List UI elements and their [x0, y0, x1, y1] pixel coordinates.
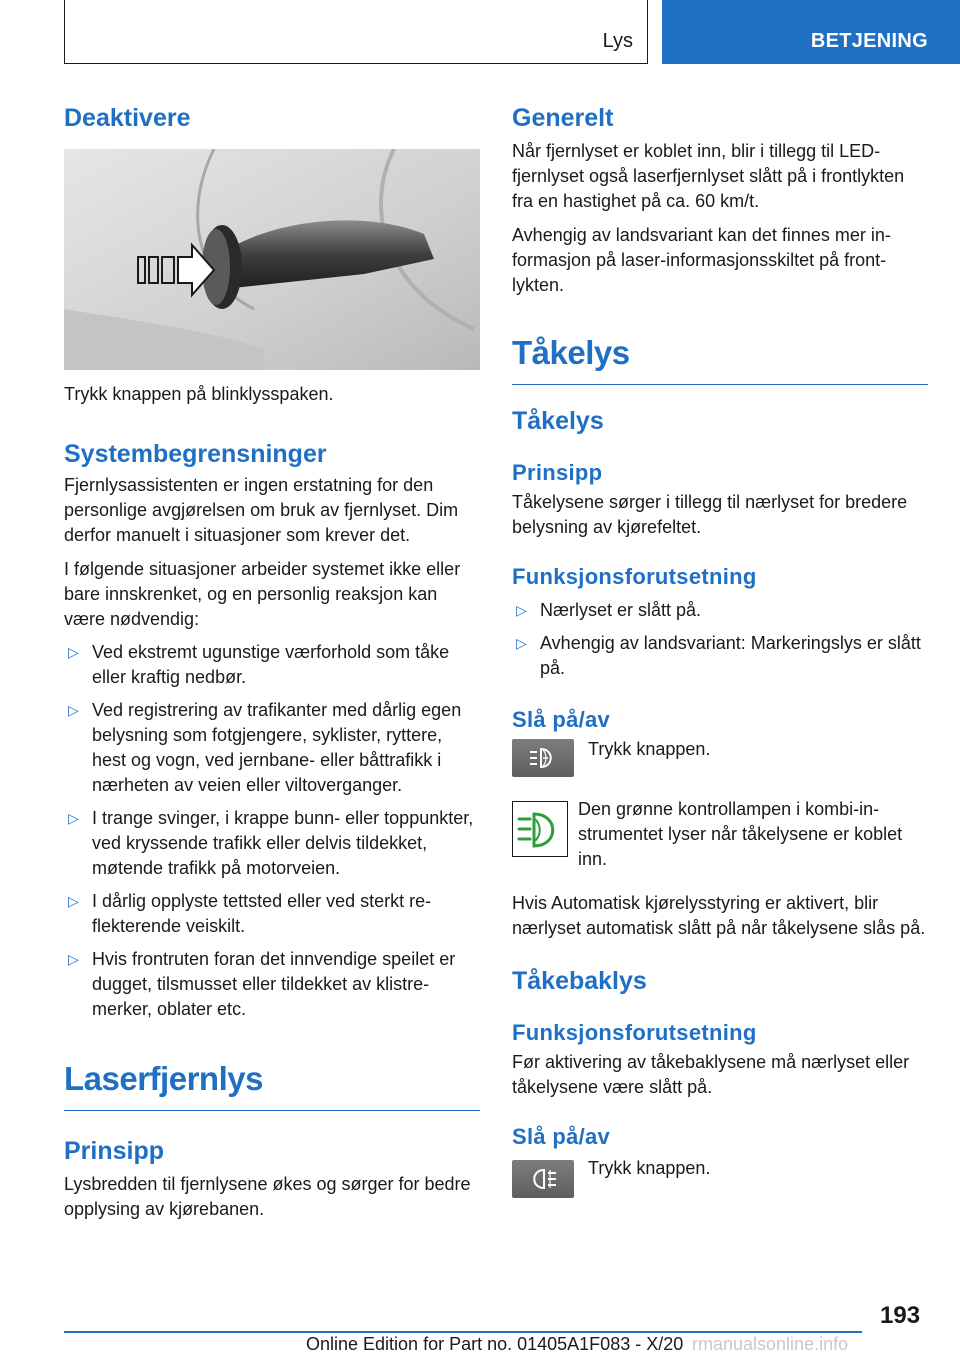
bak-funksjon-text: Før aktivering av tåkebaklysene må nærlyset eller tåkelysene være slått på. [512, 1052, 910, 1097]
left-column [64, 100, 480, 1222]
section-title: Lys [602, 30, 633, 52]
page-number: 193 [880, 1302, 921, 1329]
list-item: ▷ I dårlig opplyste tettsted eller ved sterkt reflekterende veiskilt. [68, 891, 432, 936]
generelt-paragraph-1: Når fjernlyset er koblet inn, blir i tillegg til LED-fjernlyset også laserfjernlyset slått på i frontlykten fra en hastighet på ca. 60 km/t. [512, 141, 905, 211]
auto-light-text: Hvis Automatisk kjørelysstyring er aktivert, blir nærlyset automatisk slått på når tåkelysene slås på. [512, 893, 926, 938]
list-item: ▷ Nærlyset er slått på. [512, 598, 928, 623]
fog-indicator-icon [512, 801, 568, 857]
indicator-text: Den grønne kontrollampen i kombi-instrumentet lyser når tåkelysene er koblet inn. [578, 799, 903, 869]
takelys-sub-heading: Tåkelys [512, 407, 604, 435]
triangle-right-bullet-icon: ▷ [68, 951, 79, 967]
triangle-right-bullet-icon: ▷ [68, 810, 79, 826]
bak-slaa-paa-av-heading: Slå på/av [512, 1124, 611, 1149]
takelys-main-heading: Tåkelys [512, 334, 928, 385]
list-item: ▷ Avhengig av landsvariant: Markeringslys er slått på. [516, 633, 921, 678]
generelt-paragraph-2: Avhengig av landsvariant kan det finnes mer informasjon på laser-informasjonsskiltet på frontlykten. [512, 225, 891, 295]
funksjon-heading: Funksjonsforutsetning [512, 564, 757, 589]
slaa-paa-av-heading: Slå på/av [512, 707, 611, 732]
sys-paragraph-2: I følgende situasjoner arbeider systemet ikke eller bare innskrenket, og en personlig reaksjon kan være nødvendig: [64, 559, 461, 629]
takebaklys-heading: Tåkebaklys [512, 967, 647, 995]
triangle-right-bullet-icon: ▷ [516, 602, 527, 618]
front-fog-row [512, 739, 928, 797]
list-item: ▷ Hvis frontruten foran det innvendige speilet er dugget, tilsmusset eller tildekket av klistremerker, oblater etc. [68, 949, 456, 1019]
triangle-right-bullet-icon: ▷ [68, 893, 79, 909]
turn-signal-stalk-illustration [64, 149, 480, 370]
watermark-text: rmanualsonline.info [692, 1334, 849, 1354]
deaktivere-heading: Deaktivere [64, 104, 191, 132]
list-item: ▷ Ved registrering av trafikanter med dårlig egen belysning som fotgjengere, syklister, ryttere, hest og vogn, ved jernbane- eller båttrafikk i nærheten av veien eller viltoverganger. [68, 700, 462, 795]
triangle-right-bullet-icon: ▷ [68, 644, 79, 660]
sys-paragraph-1: Fjernlysassistenten er ingen erstatning for den personlige avgjørelsen om bruk av fjernlyset. Dim derfor manuelt i situasjoner som krever det. [64, 475, 459, 545]
bak-funksjon-heading: Funksjonsforutsetning [512, 1020, 757, 1045]
front-fog-button-icon[interactable] [512, 739, 574, 777]
rear-fog-row [512, 1158, 928, 1214]
laserfjernlys-heading: Laserfjernlys [64, 1060, 480, 1111]
sys-limit-list [64, 640, 480, 1022]
header-box [64, 0, 648, 64]
prinsipp-text: Lysbredden til fjernlysene økes og sørger for bedre opplysing av kjørebanen. [64, 1174, 471, 1219]
generelt-heading: Generelt [512, 104, 614, 132]
fog-indicator-row [512, 797, 928, 883]
triangle-right-bullet-icon: ▷ [516, 635, 527, 651]
funksjon-list [512, 598, 928, 681]
systembegrensninger-heading: Systembegrensninger [64, 440, 327, 468]
photo-caption: Trykk knappen på blinklysspaken. [64, 384, 334, 404]
press-button-text: Trykk knappen. [588, 739, 711, 759]
right-column [512, 100, 928, 1214]
triangle-right-bullet-icon: ▷ [68, 702, 79, 718]
stalk-photo [64, 149, 480, 370]
prinsipp-heading: Prinsipp [512, 460, 603, 485]
footer-divider [64, 1331, 862, 1333]
chapter-tab[interactable]: BETJENING [662, 0, 960, 64]
footer-edition: Online Edition for Part no. 01405A1F083 - X/20 [306, 1334, 684, 1354]
rear-fog-button-icon[interactable] [512, 1160, 574, 1198]
list-item: ▷ Ved ekstremt ugunstige værforhold som tåke eller kraftig nedbør. [68, 642, 450, 687]
prinsipp-text: Tåkelysene sørger i tillegg til nærlyset for bredere belysning av kjørefeltet. [512, 492, 908, 537]
list-item: ▷ I trange svinger, i krappe bunn- eller toppunkter, ved kryssende trafikk eller delvis tildekket, møtende trafikk på motorveien. [68, 808, 474, 878]
prinsipp-heading: Prinsipp [64, 1137, 165, 1165]
press-button-text: Trykk knappen. [588, 1158, 711, 1178]
